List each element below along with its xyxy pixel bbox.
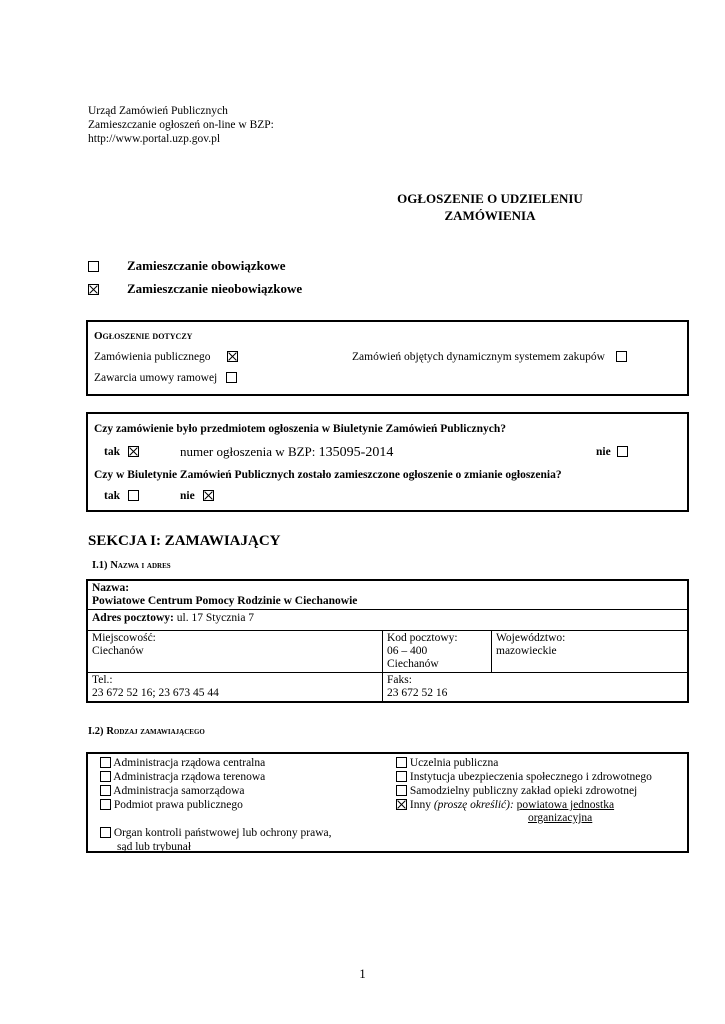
organization-name: Powiatowe Centrum Pomocy Rodzinie w Ciechanowie bbox=[92, 595, 358, 607]
checkbox-bulletin-yes-checked[interactable] bbox=[128, 446, 139, 457]
concerns-public-order: Zamówienia publicznego bbox=[94, 351, 238, 363]
bulletin-number-value: 135095-2014 bbox=[318, 445, 394, 460]
bulletin-box bbox=[86, 412, 689, 512]
concerns-framework: Zawarcia umowy ramowej bbox=[94, 372, 237, 384]
type-option[interactable]: Samodzielny publiczny zakład opieki zdrowotnej bbox=[396, 784, 652, 798]
types-right-column bbox=[396, 756, 652, 812]
checkbox-other-checked[interactable] bbox=[396, 799, 407, 810]
concerns-box bbox=[86, 320, 689, 396]
city-cell: Miejscowość: Ciechanów bbox=[87, 631, 383, 673]
concerns-dynamic-system: Zamówień objętych dynamicznym systemem zakupów bbox=[352, 351, 627, 363]
fax-value: 23 672 52 16 bbox=[387, 687, 448, 699]
page-number: 1 bbox=[359, 966, 366, 981]
types-left-column bbox=[100, 756, 265, 812]
address-table bbox=[86, 579, 689, 703]
address-value: ul. 17 Stycznia 7 bbox=[176, 612, 255, 624]
tel-cell: Tel.: 23 672 52 16; 23 673 45 44 bbox=[87, 673, 383, 703]
region-cell: Województwo: mazowieckie bbox=[492, 631, 689, 673]
type-option-control[interactable]: Organ kontroli państwowej lub ochrony prawa, sąd lub trybunał bbox=[100, 826, 331, 854]
other-value-continuation: organizacyjna bbox=[528, 812, 593, 824]
bulletin-yes-1: tak bbox=[104, 446, 139, 458]
checkbox-optional-checked[interactable] bbox=[88, 284, 99, 295]
checkbox-mandatory[interactable] bbox=[88, 261, 99, 272]
checkbox-change-yes[interactable] bbox=[128, 490, 139, 501]
name-cell: Nazwa: Powiatowe Centrum Pomocy Rodzinie w Ciechanowie bbox=[87, 580, 688, 610]
type-option-other[interactable]: Inny (proszę określić): powiatowa jednostka bbox=[396, 798, 652, 812]
section-title: SEKCJA I: ZAMAWIAJĄCY bbox=[88, 533, 281, 549]
type-option[interactable]: Instytucja ubezpieczenia społecznego i zdrowotnego bbox=[396, 770, 652, 784]
type-option[interactable]: Podmiot prawa publicznego bbox=[100, 798, 265, 812]
checkbox-dynamic-system[interactable] bbox=[616, 351, 627, 362]
concerns-heading: Ogłoszenie dotyczy bbox=[94, 330, 193, 342]
contracting-type-box bbox=[86, 752, 689, 853]
region-value: mazowieckie bbox=[496, 645, 557, 657]
type-option[interactable]: Administracja samorządowa bbox=[100, 784, 265, 798]
postal-value: 06 – 400 bbox=[387, 645, 428, 657]
tel-value: 23 672 52 16; 23 673 45 44 bbox=[92, 687, 219, 699]
type-option[interactable]: Administracja rządowa centralna bbox=[100, 756, 265, 770]
bulletin-yes-2: tak bbox=[104, 490, 139, 502]
bulletin-no-1: nie bbox=[596, 446, 628, 458]
page-title: OGŁOSZENIE O UDZIELENIU ZAMÓWIENIA bbox=[397, 191, 583, 223]
postal-cell: Kod pocztowy: 06 – 400 Ciechanów bbox=[383, 631, 492, 673]
issuer-header bbox=[88, 104, 274, 146]
subsection-name-address: I.1) Nazwa i adres bbox=[92, 560, 171, 571]
bulletin-question-2: Czy w Biuletynie Zamówień Publicznych zostało zamieszczone ogłoszenie o zmianie ogłoszenia? bbox=[94, 469, 562, 481]
city-value: Ciechanów bbox=[92, 645, 144, 657]
type-option[interactable]: Uczelnia publiczna bbox=[396, 756, 652, 770]
fax-cell: Faks: 23 672 52 16 bbox=[383, 673, 689, 703]
checkbox-bulletin-no[interactable] bbox=[617, 446, 628, 457]
address-cell: Adres pocztowy: ul. 17 Stycznia 7 bbox=[87, 610, 688, 631]
issuer-name: Urząd Zamówień Publicznych bbox=[88, 105, 228, 117]
bulletin-question-1: Czy zamówienie było przedmiotem ogłoszenia w Biuletynie Zamówień Publicznych? bbox=[94, 423, 507, 435]
checkbox-change-no-checked[interactable] bbox=[203, 490, 214, 501]
placement-mandatory[interactable]: Zamieszczanie obowiązkowe bbox=[88, 258, 286, 274]
checkbox-public-order-checked[interactable] bbox=[227, 351, 238, 362]
issuer-service: Zamieszczanie ogłoszeń on-line w BZP: bbox=[88, 119, 274, 131]
type-option[interactable]: Administracja rządowa terenowa bbox=[100, 770, 265, 784]
issuer-url: http://www.portal.uzp.gov.pl bbox=[88, 133, 221, 145]
placement-optional[interactable]: Zamieszczanie nieobowiązkowe bbox=[88, 281, 302, 297]
bulletin-number: numer ogłoszenia w BZP: 135095-2014 bbox=[180, 444, 394, 460]
checkbox-framework[interactable] bbox=[226, 372, 237, 383]
bulletin-no-2: nie bbox=[180, 490, 214, 502]
subsection-contracting-type: I.2) Rodzaj zamawiającego bbox=[88, 726, 205, 737]
other-value: powiatowa jednostka bbox=[516, 799, 615, 811]
